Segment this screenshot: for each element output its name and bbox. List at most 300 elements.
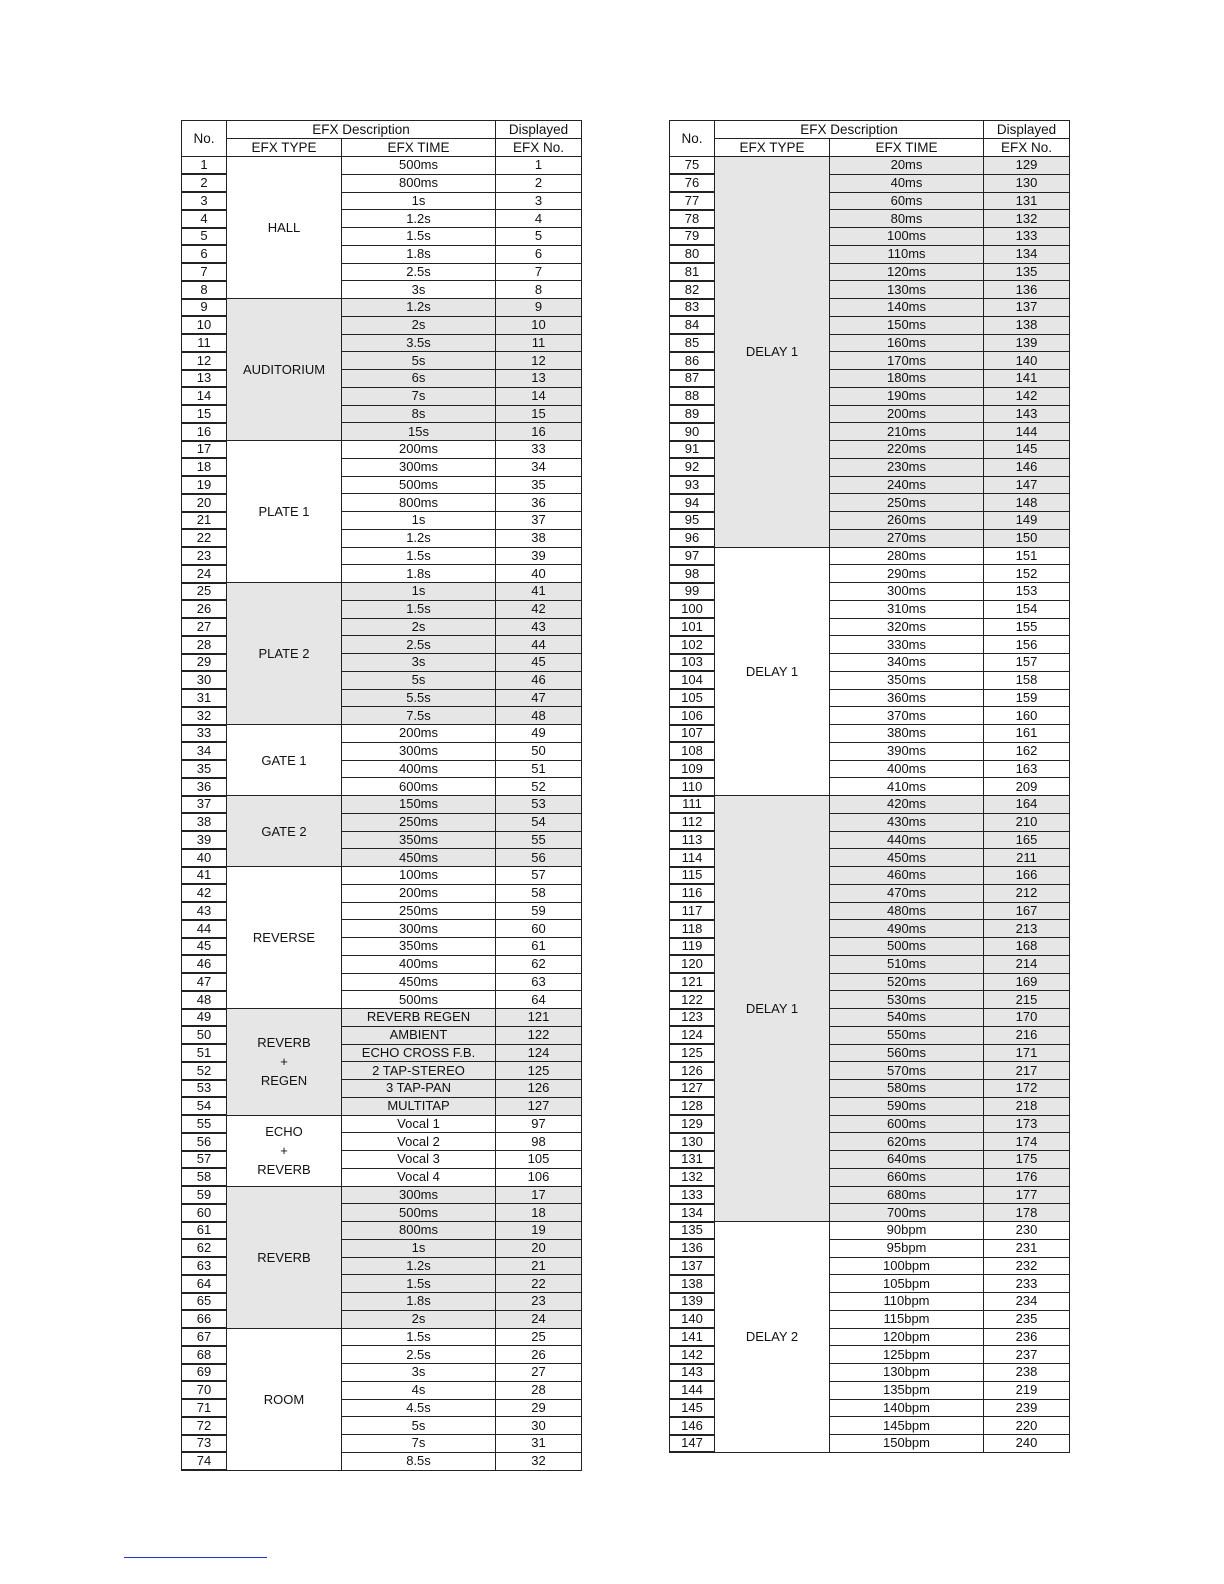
cell-efx-type — [227, 583, 342, 725]
cell-efx-type — [227, 867, 342, 1009]
cell-efx-time: 220ms — [830, 441, 984, 459]
cell-displayed-efx-no: 213 — [984, 920, 1070, 938]
table-row — [182, 1009, 582, 1027]
cell-efx-time: 200ms — [342, 725, 496, 743]
cell-efx-time: AMBIENT — [342, 1026, 496, 1044]
cell-efx-time: 90bpm — [830, 1222, 984, 1240]
cell-displayed-efx-no: 133 — [984, 228, 1070, 246]
cell-no: 39 — [182, 831, 227, 849]
cell-no: 95 — [670, 512, 715, 530]
cell-no: 126 — [670, 1062, 715, 1080]
cell-displayed-efx-no: 154 — [984, 600, 1070, 618]
cell-displayed-efx-no: 22 — [496, 1275, 582, 1293]
cell-efx-time: 2s — [342, 618, 496, 636]
cell-no: 55 — [182, 1115, 227, 1133]
cell-no: 86 — [670, 352, 715, 370]
cell-displayed-efx-no: 214 — [984, 955, 1070, 973]
cell-displayed-efx-no: 5 — [496, 228, 582, 246]
cell-displayed-efx-no: 134 — [984, 245, 1070, 263]
cell-efx-time: 570ms — [830, 1062, 984, 1080]
cell-efx-time: 140ms — [830, 299, 984, 317]
cell-displayed-efx-no: 29 — [496, 1399, 582, 1417]
cell-efx-time: 300ms — [342, 1186, 496, 1204]
cell-efx-type — [227, 796, 342, 867]
cell-efx-time: 1.5s — [342, 600, 496, 618]
cell-no: 72 — [182, 1417, 227, 1435]
cell-no: 2 — [182, 174, 227, 192]
cell-efx-time: 1s — [342, 192, 496, 210]
cell-efx-time: 520ms — [830, 973, 984, 991]
cell-displayed-efx-no: 121 — [496, 1009, 582, 1027]
cell-no: 33 — [182, 725, 227, 743]
cell-no: 73 — [182, 1435, 227, 1453]
cell-displayed-efx-no: 230 — [984, 1222, 1070, 1240]
cell-no: 105 — [670, 689, 715, 707]
cell-displayed-efx-no: 62 — [496, 955, 582, 973]
cell-efx-time: 350ms — [830, 671, 984, 689]
cell-displayed-efx-no: 58 — [496, 884, 582, 902]
efx-type-label: PLATE 1 — [258, 504, 310, 519]
cell-no: 113 — [670, 831, 715, 849]
cell-efx-time: 270ms — [830, 529, 984, 547]
cell-no: 135 — [670, 1222, 715, 1240]
cell-no: 27 — [182, 618, 227, 636]
header-efx-time: EFX TIME — [342, 139, 496, 157]
cell-efx-time: 2.5s — [342, 263, 496, 281]
table-row — [182, 1328, 582, 1346]
cell-efx-time: 1.2s — [342, 299, 496, 317]
cell-displayed-efx-no: 38 — [496, 529, 582, 547]
efx-type-label: DELAY 1 — [745, 663, 799, 679]
header-efx-type: EFX TYPE — [227, 139, 342, 157]
cell-displayed-efx-no: 170 — [984, 1009, 1070, 1027]
cell-efx-time: 470ms — [830, 884, 984, 902]
cell-displayed-efx-no: 127 — [496, 1097, 582, 1115]
cell-no: 23 — [182, 547, 227, 565]
cell-efx-time: 400ms — [342, 955, 496, 973]
cell-no: 101 — [670, 618, 715, 636]
cell-no: 120 — [670, 955, 715, 973]
cell-displayed-efx-no: 27 — [496, 1364, 582, 1382]
efx-type-label: GATE 2 — [261, 823, 307, 839]
table-row — [182, 867, 582, 885]
cell-efx-type — [227, 1186, 342, 1328]
cell-no: 66 — [182, 1310, 227, 1328]
cell-efx-time: 130ms — [830, 281, 984, 299]
cell-no: 131 — [670, 1151, 715, 1169]
efx-type-label: REVERSE — [252, 930, 316, 945]
cell-no: 49 — [182, 1009, 227, 1027]
efx-table-left — [181, 120, 582, 1471]
cell-no: 12 — [182, 352, 227, 370]
cell-no: 80 — [670, 245, 715, 263]
cell-no: 88 — [670, 387, 715, 405]
cell-no: 37 — [182, 796, 227, 814]
cell-no: 74 — [182, 1452, 227, 1470]
cell-displayed-efx-no: 176 — [984, 1168, 1070, 1186]
cell-no: 62 — [182, 1239, 227, 1257]
cell-displayed-efx-no: 138 — [984, 316, 1070, 334]
cell-no: 147 — [670, 1435, 715, 1453]
cell-displayed-efx-no: 37 — [496, 512, 582, 530]
cell-no: 99 — [670, 583, 715, 601]
cell-displayed-efx-no: 44 — [496, 636, 582, 654]
cell-efx-time: 1.5s — [342, 228, 496, 246]
cell-no: 31 — [182, 689, 227, 707]
cell-no: 16 — [182, 423, 227, 441]
cell-displayed-efx-no: 23 — [496, 1293, 582, 1311]
cell-displayed-efx-no: 13 — [496, 370, 582, 388]
cell-no: 130 — [670, 1133, 715, 1151]
cell-no: 136 — [670, 1239, 715, 1257]
cell-displayed-efx-no: 217 — [984, 1062, 1070, 1080]
cell-no: 36 — [182, 778, 227, 796]
cell-no: 122 — [670, 991, 715, 1009]
cell-efx-time: 340ms — [830, 654, 984, 672]
cell-efx-time: 2 TAP-STEREO — [342, 1062, 496, 1080]
cell-efx-time: 700ms — [830, 1204, 984, 1222]
cell-no: 70 — [182, 1381, 227, 1399]
cell-efx-time: 145bpm — [830, 1417, 984, 1435]
cell-displayed-efx-no: 210 — [984, 813, 1070, 831]
cell-displayed-efx-no: 40 — [496, 565, 582, 583]
cell-displayed-efx-no: 25 — [496, 1328, 582, 1346]
cell-displayed-efx-no: 3 — [496, 192, 582, 210]
header-efx-description: EFX Description — [715, 121, 984, 139]
cell-efx-time: 390ms — [830, 742, 984, 760]
cell-efx-time: 130bpm — [830, 1364, 984, 1382]
cell-no: 22 — [182, 529, 227, 547]
cell-displayed-efx-no: 219 — [984, 1381, 1070, 1399]
cell-efx-time: 120ms — [830, 263, 984, 281]
cell-efx-time: 480ms — [830, 902, 984, 920]
cell-efx-time: 350ms — [342, 938, 496, 956]
cell-efx-time: 530ms — [830, 991, 984, 1009]
cell-displayed-efx-no: 158 — [984, 671, 1070, 689]
cell-no: 7 — [182, 263, 227, 281]
cell-efx-time: 510ms — [830, 955, 984, 973]
cell-displayed-efx-no: 105 — [496, 1151, 582, 1169]
cell-displayed-efx-no: 2 — [496, 174, 582, 192]
cell-efx-time: 210ms — [830, 423, 984, 441]
cell-efx-time: 160ms — [830, 334, 984, 352]
cell-efx-time: 6s — [342, 370, 496, 388]
cell-efx-time: Vocal 1 — [342, 1115, 496, 1133]
cell-no: 107 — [670, 725, 715, 743]
cell-displayed-efx-no: 60 — [496, 920, 582, 938]
cell-displayed-efx-no: 220 — [984, 1417, 1070, 1435]
cell-efx-time: 60ms — [830, 192, 984, 210]
cell-no: 44 — [182, 920, 227, 938]
efx-type-label: HALL — [267, 220, 301, 235]
cell-efx-time: 240ms — [830, 476, 984, 494]
cell-efx-time: 490ms — [830, 920, 984, 938]
cell-displayed-efx-no: 64 — [496, 991, 582, 1009]
cell-no: 116 — [670, 884, 715, 902]
cell-no: 106 — [670, 707, 715, 725]
cell-displayed-efx-no: 218 — [984, 1097, 1070, 1115]
cell-efx-time: 100ms — [830, 228, 984, 246]
cell-no: 140 — [670, 1310, 715, 1328]
cell-efx-time: 20ms — [830, 157, 984, 175]
cell-efx-time: 5s — [342, 671, 496, 689]
header-efx-no: EFX No. — [984, 139, 1070, 157]
cell-no: 54 — [182, 1097, 227, 1115]
cell-displayed-efx-no: 239 — [984, 1399, 1070, 1417]
efx-table-right — [669, 120, 1070, 1453]
cell-efx-time: 3s — [342, 1364, 496, 1382]
cell-displayed-efx-no: 238 — [984, 1364, 1070, 1382]
cell-no: 118 — [670, 920, 715, 938]
cell-displayed-efx-no: 150 — [984, 529, 1070, 547]
cell-efx-time: Vocal 2 — [342, 1133, 496, 1151]
cell-efx-time: 5.5s — [342, 689, 496, 707]
cell-no: 84 — [670, 316, 715, 334]
cell-displayed-efx-no: 48 — [496, 707, 582, 725]
cell-efx-time: 250ms — [342, 902, 496, 920]
cell-efx-time: 500ms — [342, 157, 496, 175]
cell-displayed-efx-no: 14 — [496, 387, 582, 405]
cell-displayed-efx-no: 26 — [496, 1346, 582, 1364]
cell-efx-time: 260ms — [830, 512, 984, 530]
efx-type-label: REVERB — [257, 1249, 311, 1265]
cell-displayed-efx-no: 61 — [496, 938, 582, 956]
cell-no: 77 — [670, 192, 715, 210]
cell-displayed-efx-no: 137 — [984, 299, 1070, 317]
cell-displayed-efx-no: 125 — [496, 1062, 582, 1080]
cell-no: 42 — [182, 884, 227, 902]
cell-no: 142 — [670, 1346, 715, 1364]
table-row — [182, 157, 582, 175]
cell-no: 69 — [182, 1364, 227, 1382]
cell-no: 79 — [670, 228, 715, 246]
cell-displayed-efx-no: 160 — [984, 707, 1070, 725]
cell-efx-time: 40ms — [830, 174, 984, 192]
cell-efx-time: 580ms — [830, 1080, 984, 1098]
cell-efx-time: 590ms — [830, 1097, 984, 1115]
cell-efx-time: 540ms — [830, 1009, 984, 1027]
cell-efx-time: 2.5s — [342, 1346, 496, 1364]
cell-displayed-efx-no: 126 — [496, 1080, 582, 1098]
cell-displayed-efx-no: 31 — [496, 1435, 582, 1453]
cell-efx-time: 3s — [342, 281, 496, 299]
cell-efx-time: 320ms — [830, 618, 984, 636]
cell-efx-time: 3s — [342, 654, 496, 672]
cell-displayed-efx-no: 12 — [496, 352, 582, 370]
cell-displayed-efx-no: 97 — [496, 1115, 582, 1133]
cell-efx-type — [227, 1009, 342, 1116]
cell-efx-time: 300ms — [342, 458, 496, 476]
cell-no: 110 — [670, 778, 715, 796]
efx-type-label: DELAY 2 — [745, 1329, 799, 1345]
table-row — [670, 157, 1070, 175]
cell-displayed-efx-no: 164 — [984, 796, 1070, 814]
table-row — [182, 725, 582, 743]
cell-no: 98 — [670, 565, 715, 583]
cell-efx-time: 4.5s — [342, 1399, 496, 1417]
cell-displayed-efx-no: 17 — [496, 1186, 582, 1204]
cell-no: 3 — [182, 192, 227, 210]
cell-no: 123 — [670, 1009, 715, 1027]
cell-no: 1 — [182, 157, 227, 175]
efx-type-label: DELAY 1 — [745, 1001, 799, 1016]
cell-efx-time: 95bpm — [830, 1239, 984, 1257]
cell-no: 17 — [182, 441, 227, 459]
table-row — [182, 796, 582, 814]
header-efx-type: EFX TYPE — [715, 139, 830, 157]
cell-no: 117 — [670, 902, 715, 920]
cell-displayed-efx-no: 98 — [496, 1133, 582, 1151]
cell-no: 89 — [670, 405, 715, 423]
cell-efx-time: 560ms — [830, 1044, 984, 1062]
cell-displayed-efx-no: 34 — [496, 458, 582, 476]
cell-no: 146 — [670, 1417, 715, 1435]
cell-efx-time: 110ms — [830, 245, 984, 263]
cell-efx-time: 1s — [342, 1239, 496, 1257]
cell-efx-type — [227, 1328, 342, 1470]
cell-displayed-efx-no: 161 — [984, 725, 1070, 743]
cell-displayed-efx-no: 165 — [984, 831, 1070, 849]
cell-no: 102 — [670, 636, 715, 654]
cell-displayed-efx-no: 36 — [496, 494, 582, 512]
cell-efx-time: 120bpm — [830, 1328, 984, 1346]
cell-no: 38 — [182, 813, 227, 831]
cell-no: 35 — [182, 760, 227, 778]
cell-displayed-efx-no: 139 — [984, 334, 1070, 352]
efx-type-label: DELAY 1 — [745, 344, 799, 360]
cell-no: 124 — [670, 1026, 715, 1044]
cell-displayed-efx-no: 55 — [496, 831, 582, 849]
cell-displayed-efx-no: 32 — [496, 1452, 582, 1470]
cell-displayed-efx-no: 51 — [496, 760, 582, 778]
cell-displayed-efx-no: 163 — [984, 760, 1070, 778]
cell-displayed-efx-no: 122 — [496, 1026, 582, 1044]
cell-displayed-efx-no: 43 — [496, 618, 582, 636]
cell-no: 144 — [670, 1381, 715, 1399]
cell-efx-time: 8s — [342, 405, 496, 423]
cell-displayed-efx-no: 173 — [984, 1115, 1070, 1133]
cell-displayed-efx-no: 124 — [496, 1044, 582, 1062]
cell-efx-time: 400ms — [830, 760, 984, 778]
cell-no: 134 — [670, 1204, 715, 1222]
cell-displayed-efx-no: 151 — [984, 547, 1070, 565]
cell-no: 19 — [182, 476, 227, 494]
cell-displayed-efx-no: 59 — [496, 902, 582, 920]
cell-efx-time: Vocal 4 — [342, 1168, 496, 1186]
cell-no: 103 — [670, 654, 715, 672]
efx-type-label: GATE 1 — [261, 752, 307, 768]
cell-efx-time: 1.5s — [342, 1275, 496, 1293]
header-no: No. — [182, 121, 227, 157]
cell-efx-time: 660ms — [830, 1168, 984, 1186]
cell-no: 43 — [182, 902, 227, 920]
cell-no: 11 — [182, 334, 227, 352]
cell-no: 6 — [182, 245, 227, 263]
cell-displayed-efx-no: 172 — [984, 1080, 1070, 1098]
cell-efx-time: 80ms — [830, 210, 984, 228]
table-row — [182, 1186, 582, 1204]
cell-efx-time: 3 TAP-PAN — [342, 1080, 496, 1098]
cell-displayed-efx-no: 141 — [984, 370, 1070, 388]
cell-displayed-efx-no: 52 — [496, 778, 582, 796]
cell-efx-time: 4s — [342, 1381, 496, 1399]
cell-efx-time: 250ms — [830, 494, 984, 512]
cell-displayed-efx-no: 216 — [984, 1026, 1070, 1044]
cell-no: 41 — [182, 867, 227, 885]
efx-type-label: + — [280, 1143, 288, 1158]
cell-displayed-efx-no: 19 — [496, 1222, 582, 1240]
cell-displayed-efx-no: 42 — [496, 600, 582, 618]
cell-no: 114 — [670, 849, 715, 867]
cell-efx-time: 370ms — [830, 707, 984, 725]
header-efx-description: EFX Description — [227, 121, 496, 139]
cell-displayed-efx-no: 171 — [984, 1044, 1070, 1062]
cell-efx-time: 500ms — [342, 1204, 496, 1222]
cell-no: 83 — [670, 299, 715, 317]
cell-no: 92 — [670, 458, 715, 476]
cell-displayed-efx-no: 132 — [984, 210, 1070, 228]
cell-efx-time: 800ms — [342, 174, 496, 192]
cell-displayed-efx-no: 129 — [984, 157, 1070, 175]
cell-efx-time: 1.2s — [342, 210, 496, 228]
cell-efx-time: 150ms — [830, 316, 984, 334]
cell-no: 129 — [670, 1115, 715, 1133]
cell-no: 133 — [670, 1186, 715, 1204]
cell-no: 91 — [670, 441, 715, 459]
cell-displayed-efx-no: 167 — [984, 902, 1070, 920]
cell-no: 65 — [182, 1293, 227, 1311]
cell-displayed-efx-no: 18 — [496, 1204, 582, 1222]
cell-no: 127 — [670, 1080, 715, 1098]
cell-no: 34 — [182, 742, 227, 760]
efx-type-label: REVERB — [257, 1035, 311, 1051]
cell-efx-time: 8.5s — [342, 1452, 496, 1470]
cell-displayed-efx-no: 53 — [496, 796, 582, 814]
cell-no: 46 — [182, 955, 227, 973]
cell-displayed-efx-no: 215 — [984, 991, 1070, 1009]
efx-type-label: + — [280, 1054, 288, 1070]
cell-efx-time: 410ms — [830, 778, 984, 796]
cell-displayed-efx-no: 30 — [496, 1417, 582, 1435]
cell-no: 121 — [670, 973, 715, 991]
cell-no: 24 — [182, 565, 227, 583]
cell-no: 96 — [670, 529, 715, 547]
cell-displayed-efx-no: 142 — [984, 387, 1070, 405]
cell-efx-type — [715, 796, 830, 1222]
cell-displayed-efx-no: 33 — [496, 441, 582, 459]
cell-no: 61 — [182, 1222, 227, 1240]
cell-no: 13 — [182, 370, 227, 388]
cell-no: 53 — [182, 1080, 227, 1098]
cell-displayed-efx-no: 153 — [984, 583, 1070, 601]
cell-efx-time: 200ms — [342, 884, 496, 902]
cell-no: 56 — [182, 1133, 227, 1151]
cell-displayed-efx-no: 231 — [984, 1239, 1070, 1257]
cell-efx-time: 600ms — [342, 778, 496, 796]
cell-no: 67 — [182, 1328, 227, 1346]
cell-efx-time: 620ms — [830, 1133, 984, 1151]
efx-type-label: AUDITORIUM — [242, 362, 326, 377]
header-efx-time: EFX TIME — [830, 139, 984, 157]
cell-no: 30 — [182, 671, 227, 689]
cell-efx-time: 300ms — [342, 742, 496, 760]
cell-displayed-efx-no: 145 — [984, 441, 1070, 459]
cell-no: 14 — [182, 387, 227, 405]
cell-efx-time: 440ms — [830, 831, 984, 849]
cell-efx-time: 2s — [342, 1310, 496, 1328]
header-displayed: Displayed — [496, 121, 582, 139]
cell-no: 45 — [182, 938, 227, 956]
